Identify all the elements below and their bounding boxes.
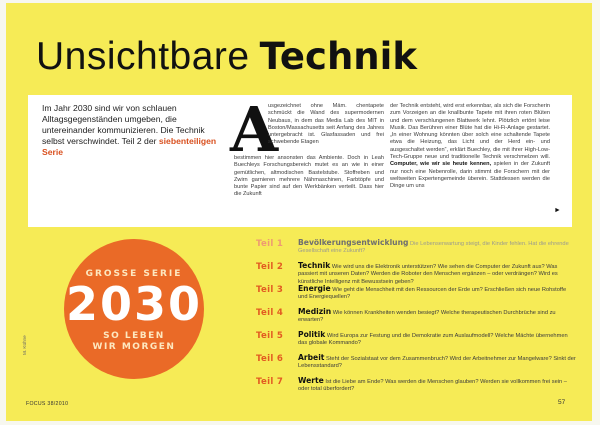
part-description (298, 354, 576, 371)
intro-teaser (42, 103, 220, 158)
continue-arrow-icon: ► (554, 207, 561, 214)
part-label: Teil 2 (256, 262, 284, 272)
badge-kicker: GROSSE SERIE (85, 269, 183, 279)
column-2-text-a: der Technik entsteht, wird erst erkennbar, als sich die Forscherin zum Vorzeigen an die knallbunte Tapete mit ihren roten Blüten und dem verschlungenen Blattwerk lehnt. Plötzlich ertönt leise Musik. Das Berühren einer Blüte hat die Hi-Fi-Anlage gestartet. „In einer Wohnung könnten über solch eine schaltende Tapete etwa die Heizung, das Licht und der Herd ein- und ausgeschaltet werden“, erklärt Buechley, die mit ihrer High-Low-Tech-Gruppe neue und traditionelle Technik verschmelzen will. (390, 103, 550, 161)
series-part-row[interactable] (256, 308, 578, 331)
series-link[interactable]: siebenteiligen Serie (42, 136, 217, 157)
series-parts-list (256, 239, 578, 400)
badge-subtitle-line-2: WIR MORGEN (92, 342, 176, 352)
series-badge (64, 239, 204, 379)
part-title: Arbeit (298, 353, 325, 362)
issue-footer: FOCUS 38/2010 (26, 401, 69, 407)
series-part-row[interactable] (256, 239, 578, 262)
series-part-row[interactable] (256, 262, 578, 285)
part-description (298, 285, 576, 302)
part-description (298, 239, 576, 256)
magazine-page (6, 3, 592, 421)
part-description (298, 308, 576, 325)
series-part-row[interactable] (256, 331, 578, 354)
part-text: Die Lebenserwartung steigt, die Kinder fehlen. Hat die ehrende Gesellschaft eine Zukunft? (298, 241, 569, 255)
part-text: Steht der Sozialstaat vor dem Zusammenbruch? Wird der Arbeitnehmer zur Mangelware? Sinkt der Lebensstandard? (298, 356, 576, 370)
part-title: Medizin (298, 307, 332, 316)
part-label: Teil 7 (256, 377, 284, 387)
badge-year: 2030 (65, 277, 203, 331)
part-label: Teil 6 (256, 354, 284, 364)
badge-subtitle-line-1: SO LEBEN (103, 331, 165, 341)
intro-text: Im Jahr 2030 sind wir von schlauen Alltagsgegenständen umgeben, die untereinander kommunizieren. Die Technik selbst verschwindet. Teil 2 der (42, 103, 205, 146)
part-text: Wie können Krankheiten wenden besiegt? Welche therapeutischen Durchbrüche sind zu erwarten? (298, 310, 556, 324)
column-2-bold-lead: Computer, wie wir sie heute kennen, (390, 161, 492, 168)
part-text: Wie wird uns die Elektronik unterstützen? Wie sehen die Computer der Zukunft aus? Was passiert mit unseren Daten? Werden die Roboter den Menschen ergänzen – oder verdrängen? Wird es künstliche Intelligenz mit Bewusstsein geben? (298, 264, 558, 285)
series-part-row[interactable] (256, 285, 578, 308)
page-title (36, 35, 417, 87)
part-text: Ist die Liebe am Ende? Was werden die Menschen glauben? Werden sie vollkommen frei sein – oder total überfordert? (298, 379, 567, 393)
part-title: Werte (298, 376, 324, 385)
page-number: 57 (558, 399, 566, 406)
part-label: Teil 4 (256, 308, 284, 318)
drop-cap: A (230, 93, 279, 166)
article-column-2 (390, 103, 550, 221)
part-label: Teil 5 (256, 331, 284, 341)
part-title: Bevölkerungsentwicklung (298, 238, 409, 247)
part-description (298, 377, 576, 394)
column-2-text-b: spielen in der Zukunft nur noch eine Nebenrolle, darin stimmt die Forschern mit der weltweiten Expertengemeinde überein. Stattdessen werden die Dinge um uns (390, 161, 550, 190)
part-label: Teil 3 (256, 285, 284, 295)
part-text: Wie geht die Menschheit mit den Ressourcen der Erde um? Erschließen sich neue Rohstoffe und Energiequellen? (298, 287, 567, 301)
article-column-1-top: usgezeichnet ohne Mäm. chentapete schmückt die Wand des supermodernen Neubaus, in dem das Media Lab des MIT in Boston/Massachusetts seit Anfang des Jahres untergebracht ist. Glasfassaden und frei schwebende Etagen (268, 103, 384, 146)
part-description (298, 331, 576, 348)
article-column-1-bottom: bestimmen hier ansonsten das Ambiente. Doch in Leah Buechleys Forschungsbereich mutet es an wie in einer gemütlichen, altmodischen Bastelstube. Stoffreben und Zwirn garnieren mehrere Nähmaschinen, Farbtöpfe und bunte Papier sind auf den Werkbänken verteilt. Dass hier die Zukunft (234, 155, 384, 198)
part-description (298, 262, 576, 286)
series-part-row[interactable] (256, 377, 578, 400)
title-bold: Technik (259, 35, 417, 78)
part-label: Teil 1 (256, 239, 284, 249)
title-light: Unsichtbare (36, 35, 250, 78)
photo-credit: M. Kühne (22, 335, 27, 355)
part-title: Energie (298, 284, 331, 293)
part-title: Technik (298, 261, 331, 270)
part-text: Wird Europa zur Festung und die Demokratie zum Auslaufmodell? Welche Mächte übernehmen das globale Kommando? (298, 333, 568, 347)
series-part-row[interactable] (256, 354, 578, 377)
part-title: Politik (298, 330, 326, 339)
